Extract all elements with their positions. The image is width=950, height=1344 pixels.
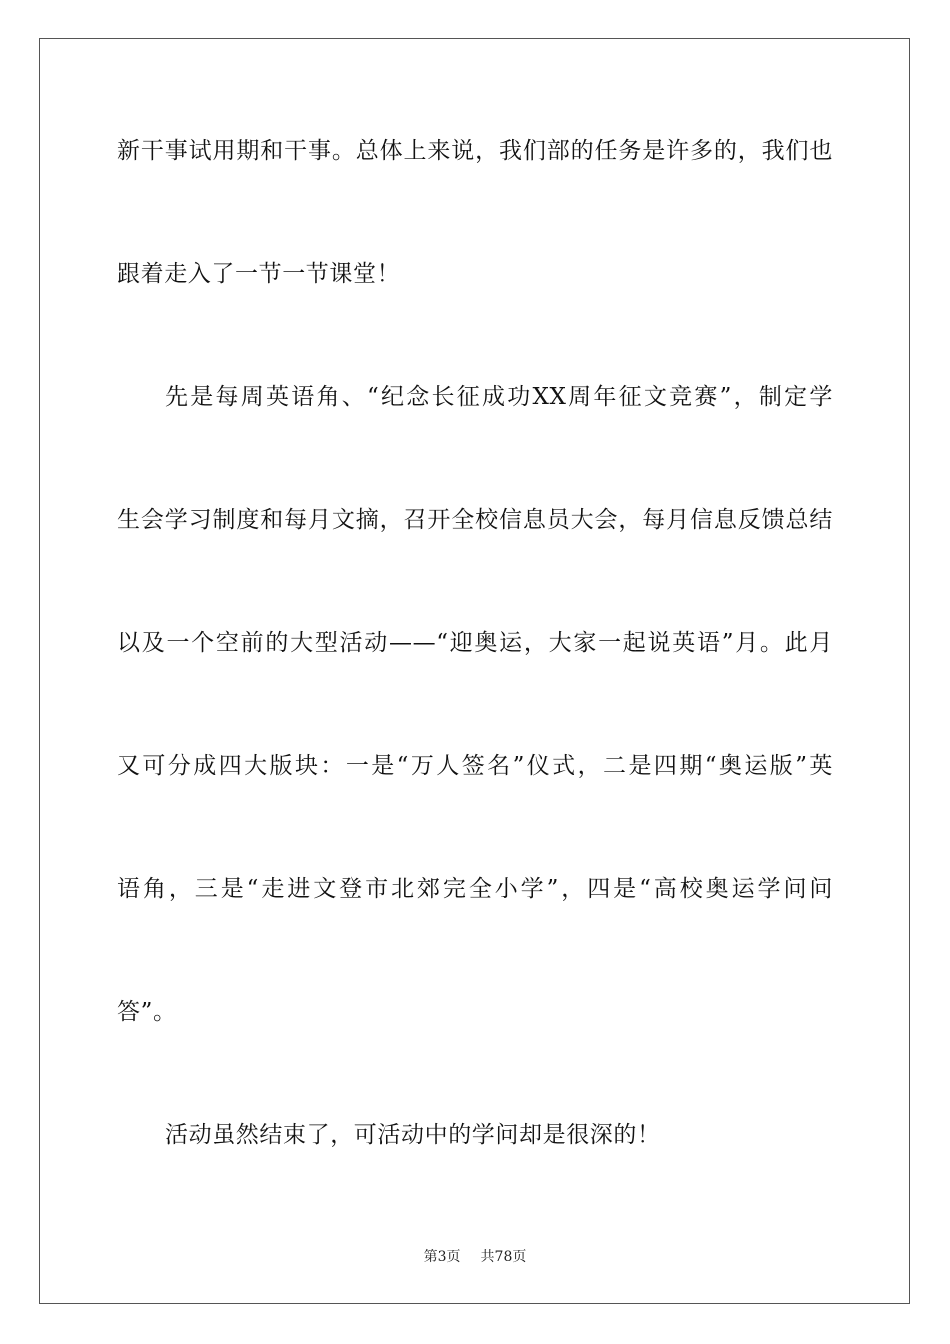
paragraph-line-8: 答”。 [117,999,177,1025]
paragraph-line-3: 先是每周英语角、“纪念长征成功XX周年征文竞赛”，制定学 [165,384,833,410]
page-number: 第3页 [423,1249,461,1265]
paragraph-line-4: 生会学习制度和每月文摘，召开全校信息员大会，每月信息反馈总结 [117,507,833,533]
paragraph-line-5: 以及一个空前的大型活动——“迎奥运，大家一起说英语”月。此月 [117,630,833,656]
paragraph-line-2: 跟着走入了一节一节课堂！ [117,261,401,287]
page-total: 共78页 [480,1249,527,1265]
page-footer [0,1248,950,1266]
paragraph-line-7: 语角，三是“走进文登市北郊完全小学”，四是“高校奥运学问问 [117,876,833,902]
paragraph-line-9: 活动虽然结束了，可活动中的学问却是很深的！ [165,1122,661,1148]
paragraph-line-1: 新干事试用期和干事。总体上来说，我们部的任务是许多的，我们也 [117,138,833,164]
page-border [39,38,910,1304]
paragraph-line-6: 又可分成四大版块：一是“万人签名”仪式，二是四期“奥运版”英 [117,753,833,779]
